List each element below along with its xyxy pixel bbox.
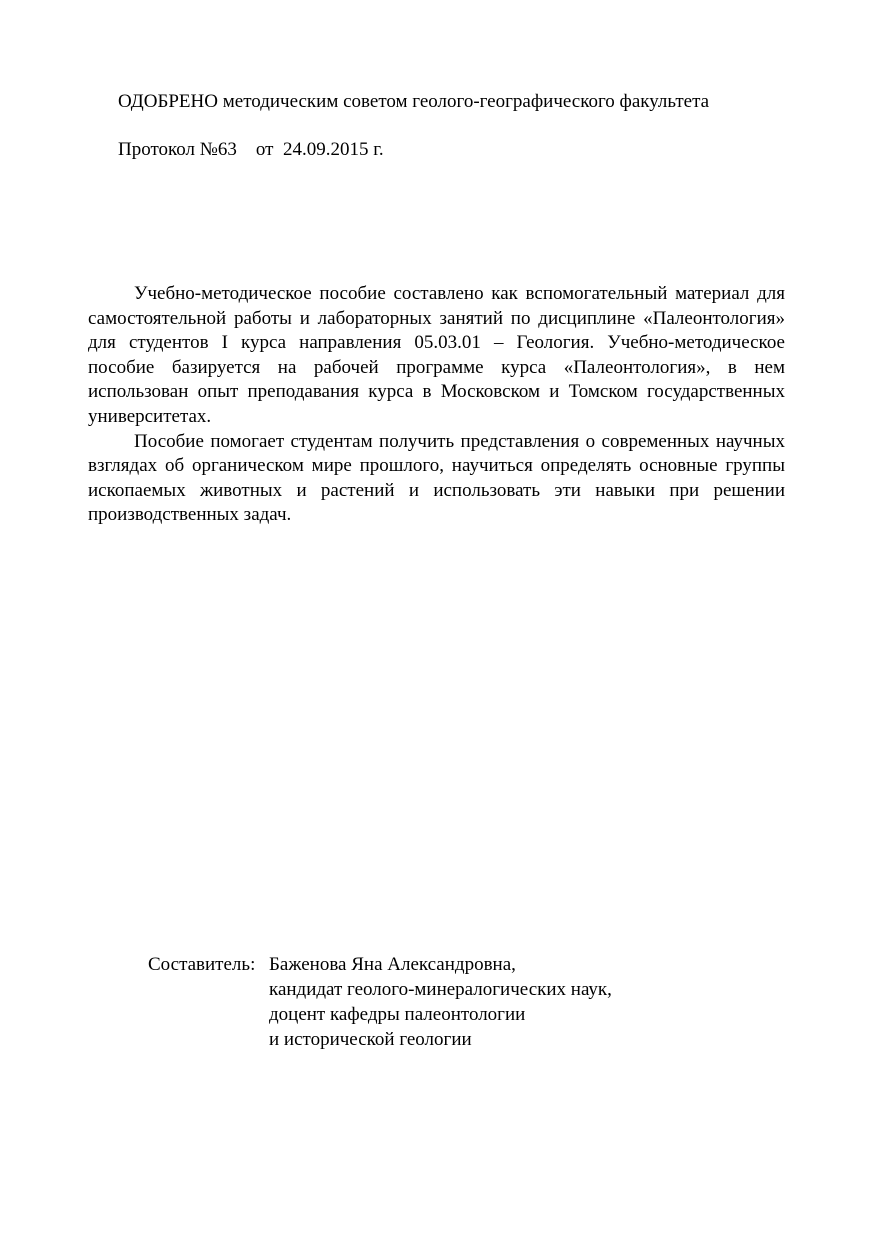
approval-line: ОДОБРЕНО методическим советом геолого-географического факультета (118, 91, 710, 112)
protocol-line: Протокол №63 от 24.09.2015 г. (118, 139, 384, 160)
compiler-label: Составитель: (148, 954, 256, 975)
compiler-row-2 (148, 977, 612, 1002)
compiler-department: и исторической геологии (269, 1029, 472, 1050)
compiler-name: Баженова Яна Александровна, (269, 954, 516, 975)
compiler-degree: кандидат геолого-минералогических наук, (269, 979, 612, 1000)
annotation-paragraph-1: Учебно-методическое пособие составлено как вспомогательный материал для самостоятельной работы и лабораторных занятий по дисциплине «Палеонтология» для студентов I курса направления 05.03.01 – Геология. Учебно-методическое пособие базируется на рабочей программе курса «Палеонтология», в нем использован опыт преподавания курса в Московском и Томском государственных университетах. (88, 283, 785, 427)
compiler-block (148, 952, 612, 1052)
compiler-position: доцент кафедры палеонтологии (269, 1004, 526, 1025)
compiler-row-4 (148, 1027, 612, 1052)
annotation-paragraph-2: Пособие помогает студентам получить представления о современных научных взглядах об органическом мире прошлого, научиться определять основные группы ископаемых животных и растений и использовать эти навыки при решении производственных задач. (88, 430, 785, 526)
annotation-text (88, 282, 785, 528)
compiler-row-3 (148, 1002, 612, 1027)
compiler-row-1 (148, 952, 612, 977)
